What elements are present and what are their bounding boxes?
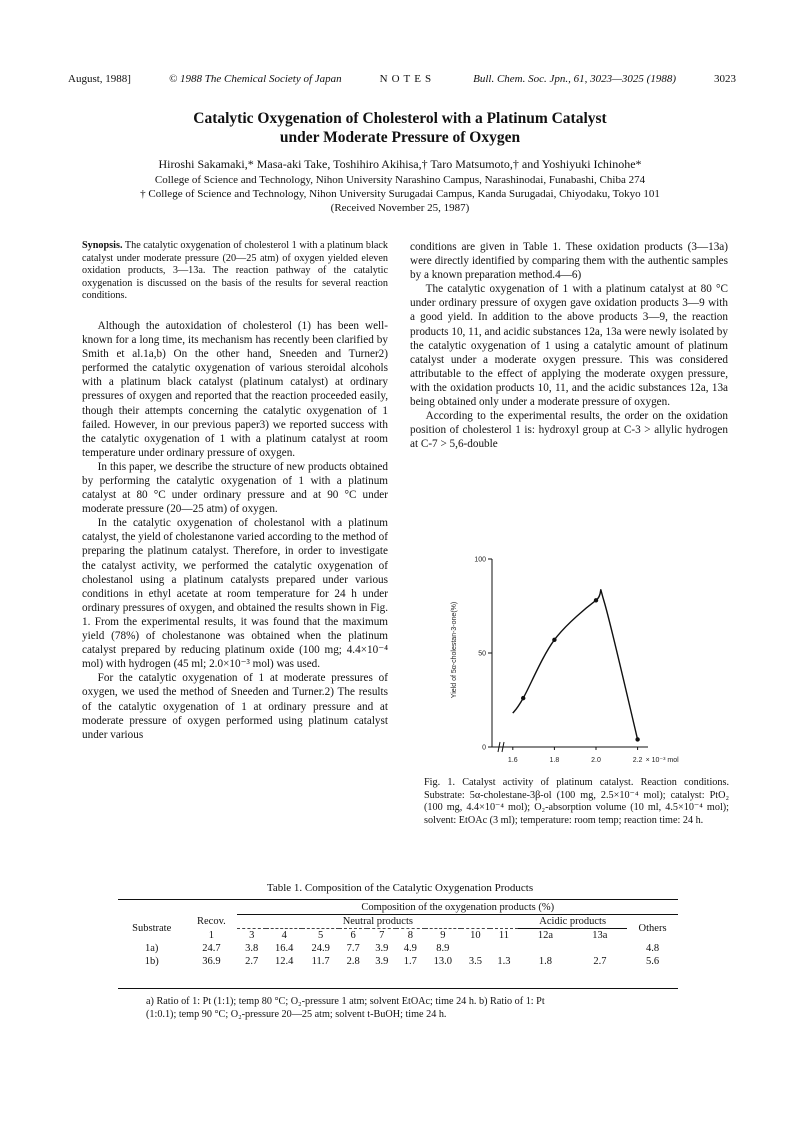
col-compound: 6 [350,930,356,941]
cell-value: 2.7 [245,956,259,967]
cell-value: 4.9 [403,943,417,954]
cell-others: 5.6 [645,956,660,967]
col-compound: 3 [249,930,255,941]
group-header: Composition of the oxygenation products (%) [237,901,678,915]
series-line [513,590,638,740]
data-point [635,737,639,741]
cell-value: 3.8 [245,943,259,954]
acidic-header: Acidic products [518,915,627,929]
x-tick-label: 1.8 [549,757,560,764]
cell-recov: 24.7 [202,943,221,954]
affiliation-2: † College of Science and Technology, Nihon University Surugadai Campus, Kanda Surugadai, Chiyodaku, Tokyo 101 [140,188,660,200]
cell-value: 13.0 [433,956,453,967]
col-compound: 13a [592,930,608,941]
y-axis-label: Yield of 5α-cholestan-3-one(%) [451,601,458,699]
header-date: August, 1988] [68,73,131,85]
cell-value: 2.7 [593,956,607,967]
ticks [474,557,642,765]
col-compound: 5 [318,930,324,941]
header-copyright: © 1988 The Chemical Society of Japan [168,73,342,85]
cell-value: 1.7 [403,956,417,967]
cell-substrate: 1b) [144,956,159,967]
table-footnote: a) Ratio of 1: Pt (1:1); temp 80 °C; O₂-pressure 1 atm; solvent EtOAc; time 24 h. b) Ratio of 1: Pt (1:0.1); temp 90 °C; O₂-pressure 20—25 atm; solvent t-BuOH; time 24 h. [146,996,545,1020]
composition-table [118,901,678,968]
col-compound: 12a [537,930,554,941]
paragraph: The catalytic oxygenation of 1 with a platinum catalyst at 80 °C under ordinary pressure of oxygen gave oxidation products 3—9 with a good yield. In addition to the above products 3—9, the reaction products 10, 11, and acidic substances 12a, 13a were newly isolated by the catalytic oxygenation of 1 using a catalytic amount of platinum catalyst under a moderate oxygen pressure. This was considered attributable to the effect of applying the moderate oxygen pressure, with the oxidation products 10, 11, and the acidic substances 12a, 13a being obtained only under a moderate pressure of oxygen. [410,283,728,409]
received-date: (Received November 25, 1987) [330,202,470,214]
cell-value: 1.3 [497,956,511,967]
paragraph: Although the autoxidation of cholesterol (1) has been well-known for a long time, its mechanism has recently been clarified by Smith et al.1a,b) On the other hand, Sneeden and Turner2) performed the catalytic oxygenation of various steroidal alcohols with a platinum black catalyst (platinum catalyst) at ordinary pressures of oxygen and reported that the reaction proceeded easily, though their attempts concerning the catalytic oxygenation of 1 failed. However, in our previous paper3) we reported success with the catalytic oxygenation of 1 with a platinum catalyst at room temperature under ordinary pressure of oxygen. [82,319,388,459]
cell-value: 3.9 [375,943,389,954]
cell-others: 4.8 [645,943,660,954]
table-body [118,942,678,968]
header-journal: Bull. Chem. Soc. Jpn., 61, 3023—3025 (1988) [473,73,676,85]
y-tick-label: 0 [482,744,486,752]
col-others: Others [638,923,667,934]
cell-value: 12.4 [275,956,294,967]
title-line-2: under Moderate Pressure of Oxygen [279,129,521,146]
col-compound: 11 [498,930,510,941]
table-top-rule [118,899,678,900]
data-point [552,638,556,642]
header-page-number: 3023 [714,73,736,85]
authors: Hiroshi Sakamaki,* Masa-aki Take, Toshihiro Akihisa,† Taro Matsumoto,† and Yoshiyuki Ichinohe* [158,157,642,171]
col-compound: 4 [281,930,287,941]
left-body [82,319,388,742]
right-body [410,240,728,451]
y-tick-label: 100 [474,556,486,564]
cell-value: 3.5 [468,956,482,967]
table-bottom-rule [118,988,678,989]
cell-value [573,942,627,955]
data-point [521,696,525,700]
col-compound: 8 [407,930,413,941]
x-tick-label: 1.6 [507,757,518,764]
y-tick-label: 50 [478,650,486,658]
title-line-1: Catalytic Oxygenation of Cholesterol with a Platinum Catalyst [193,110,607,127]
paragraph: In the catalytic oxygenation of cholestanol with a platinum catalyst, the yield of cholestanone varied according to the method of preparing the platinum catalyst. Therefore, in order to investigate the catalyst activity, we performed the catalytic oxygenation of cholestanol using a platinum catalysts prepared under various conditions in ethyl acetate at room temperature for 24 h under ordinary pressures of oxygen, and obtained the results shown in Fig. 1. From the experimental results, it was found that the maximum yield (78%) of cholestanone was obtained when the platinum catalyst prepared by reducing platinum oxide (100 mg; 4.4×10⁻⁴ mol) with hydrogen (45 ml; 2.0×10⁻³ mol) was used. [82,517,388,671]
paragraph: conditions are given in Table 1. These oxidation products (3—13a) were directly identified by comparing them with the authentic samples by a known preparation method.4—6) [410,241,728,282]
cell-value: 16.4 [275,943,294,954]
x-axis-unit: × 10⁻³ mol [645,757,679,764]
col-recov: Recov. [197,916,226,927]
cell-value [490,942,519,955]
cell-value [461,942,490,955]
cell-value [518,942,572,955]
synopsis [82,240,388,303]
running-head [68,73,736,85]
left-column [82,240,388,742]
col-recov-compound: 1 [208,929,215,941]
table-row [118,942,678,955]
header-section: NOTES [379,73,436,85]
cell-value: 11.7 [311,956,330,967]
synopsis-label: Synopsis. [82,240,123,251]
table-row [118,955,678,968]
figure-caption: Fig. 1. Catalyst activity of platinum catalyst. Reaction conditions. Substrate: 5α-cholestane-3β-ol (100 mg, 2.5×10⁻⁴ mol); catalyst: PtO₂ (100 mg, 4.4×10⁻⁴ mol); O₂-absorption volume (10 ml, 4.5×10⁻⁴ mol); solvent: EtOAc (3 ml); temperature: room temp; reaction time: 24 h. [424,777,729,826]
table-subheader-row [118,929,678,943]
paragraph: In this paper, we describe the structure of new products obtained by performing the catalytic oxygenation of 1 with a platinum catalyst at 80 °C under ordinary pressure and at 90 °C under moderate pressure (20—25 atm) of oxygen. [82,460,388,516]
data-point [594,598,598,602]
col-compound: 7 [379,930,385,941]
figure-1-chart [440,545,730,770]
x-tick-label: 2.2 [632,757,643,764]
col-substrate: Substrate [132,922,172,934]
cell-value: 24.9 [311,943,330,954]
paragraph: For the catalytic oxygenation of 1 at moderate pressures of oxygen, we used the method of Sneeden and Turner.2) The results of the catalytic oxygenation of 1 at ordinary pressure and at moderate pressure of oxygen performed using platinum catalyst under various [82,672,388,741]
cell-value: 2.8 [346,956,360,967]
cell-value: 1.8 [538,956,553,967]
cell-value: 8.9 [436,943,450,954]
table-header-row [118,901,678,915]
cell-value: 3.9 [375,956,389,967]
col-compound: 9 [440,930,446,941]
table-header-row [118,915,678,929]
synopsis-text: The catalytic oxygenation of cholesterol 1 with a platinum black catalyst under moderate pressure (20—25 atm) of oxygen yielded eleven oxidation products, 3—13a. The reaction pathway of the catalytic oxygenation is discussed on the basis of the results for several reaction conditions. [82,240,388,302]
cell-substrate: 1a) [144,943,159,954]
paragraph: According to the experimental results, the order on the oxidation position of cholesterol 1 is: hydroxyl group at C-3 > allylic hydrogen at C-7 > 5,6-double [410,410,728,451]
article-title [60,109,740,147]
data-points [521,598,640,742]
x-tick-label: 2.0 [591,757,601,764]
cell-value: 7.7 [346,943,360,954]
table-title: Table 1. Composition of the Catalytic Oxygenation Products [266,882,534,894]
col-compound: 10 [470,930,481,941]
neutral-header: Neutral products [237,915,518,929]
affiliation-1: College of Science and Technology, Nihon University Narashino Campus, Narashinodai, Funabashi, Chiba 274 [154,174,646,186]
cell-recov: 36.9 [202,956,221,967]
axes [488,559,648,752]
